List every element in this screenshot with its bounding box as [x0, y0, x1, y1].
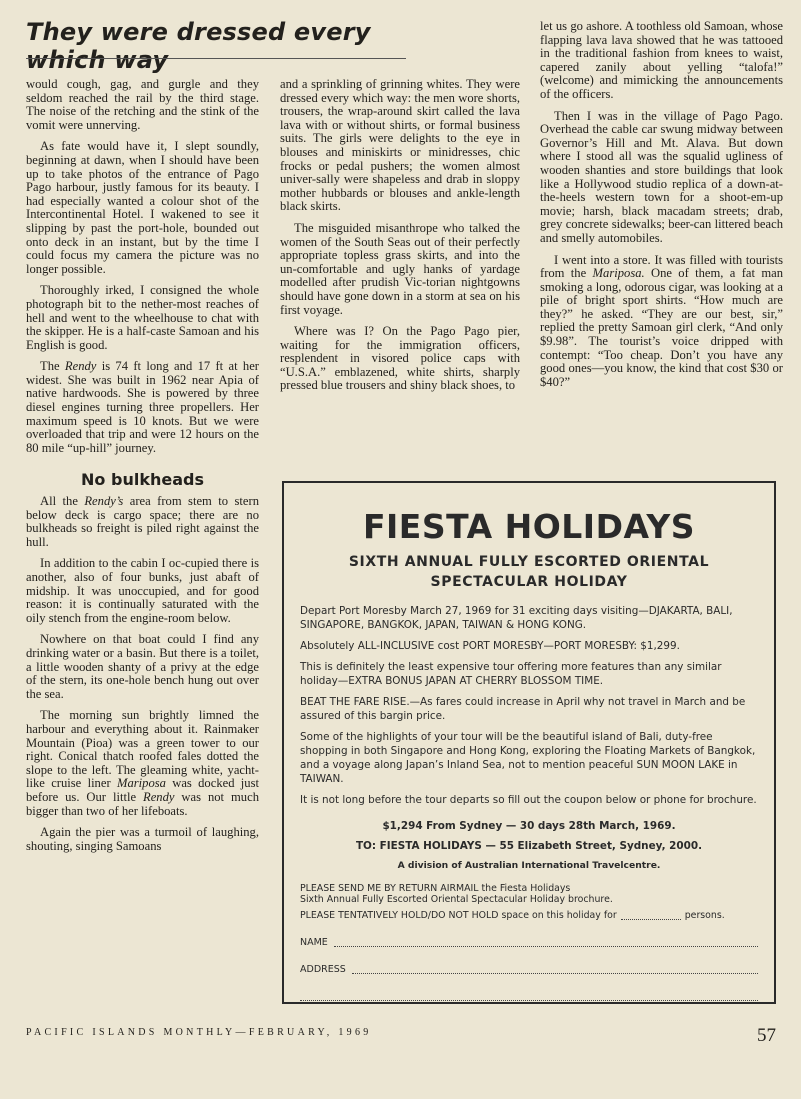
- paragraph: Again the pier was a turmoil of laughing, shouting, singing Samoans: [26, 825, 259, 853]
- coupon-line: PLEASE TENTATIVELY HOLD/DO NOT HOLD space on this holiday for persons.: [300, 910, 725, 921]
- paragraph: The Rendy is 74 ft long and 17 ft at her widest. She was built in 1962 near Apia of native hardwoods. She is powered by three diesel engines turning three propellers. Her maximum speed is 10 knots. But we were overloaded that trip and were 12 hours on the 80 mile “up-hill” journey.: [26, 359, 259, 455]
- coupon: [300, 883, 758, 921]
- paragraph: and a sprinkling of grinning whites. They were dressed every which way: the men wore shorts, trousers, the wrap-around skirt called the lava lava with or without shirts, or formal business suits. The girls were delights to the eye in blouses and miniskirts or minidresses, chic frocks or pedal pushers; the women almost univer-sally were shapeless and drab in sloppy mother hubbards or blouses and ankle-length black skirts.: [280, 77, 520, 214]
- paragraph: In addition to the cabin I oc-cupied there is another, also of four bunks, just abaft of midship. It was unoccupied, and for good reason: it is continually saturated with the oily stench from the engine-room below.: [26, 556, 259, 625]
- address-row: [300, 964, 758, 975]
- name-field[interactable]: [334, 937, 758, 947]
- page-number: 57: [757, 1025, 776, 1046]
- ad-paragraph: Absolutely ALL-INCLUSIVE cost PORT MORESBY—PORT MORESBY: $1,299.: [300, 640, 680, 652]
- ship-name: Mariposa: [116, 776, 166, 791]
- running-footer: PACIFIC ISLANDS MONTHLY—FEBRUARY, 1969: [26, 1027, 372, 1038]
- boat-name: Rendy: [143, 789, 175, 804]
- advertisement-box: [282, 481, 776, 1004]
- ad-paragraph: Some of the highlights of your tour will be the beautiful island of Bali, duty-free shopping in both Singapore and Hong Kong, exploring the Floating Markets of Bangkok, and a voyage along Japan’s Inland Sea, not to mention peaceful SUN MOON LAKE in TAIWAN.: [300, 731, 756, 785]
- ad-price: $1,294 From Sydney — 30 days 28th March, 1969.: [382, 820, 676, 832]
- paragraph: As fate would have it, I slept soundly, beginning at dawn, when I should have been up to take photos of the entrance of Pago Pago harbour, justly famous for its beauty. I had especially wanted a colour shot of the Intercontinental Hotel. I wakened to see it slipping by past the port-hole, bounded out onto deck in an instant, but by the time I could focus my camera the picture was no longer possible.: [26, 139, 259, 276]
- coupon-line: PLEASE SEND ME BY RETURN AIRMAIL the Fiesta Holidays: [300, 883, 571, 894]
- headline: They were dressed every which way: [26, 18, 371, 74]
- name-row: [300, 937, 758, 948]
- ad-paragraph: This is definitely the least expensive tour offering more features than any similar holiday—EXTRA BONUS JAPAN AT CHERRY BLOSSOM TIME.: [300, 661, 722, 687]
- boat-name: Rendy’s: [84, 494, 124, 509]
- name-label: NAME: [300, 937, 328, 948]
- paragraph: Where was I? On the Pago Pago pier, waiting for the immigration officers, resplendent in visored police caps with “U.S.A.” emblazened, white shirts, sharply pressed blue trousers and shiny black shoes, to: [280, 324, 520, 393]
- paragraph: let us go ashore. A toothless old Samoan, whose flapping lava lava showed that he was tattooed in the traditional fashion from knees to waist, capered zanily about yelling “talofa!” (welcome) and mimicking the announcements of the officers.: [540, 19, 783, 101]
- ad-subtitle: SIXTH ANNUAL FULLY ESCORTED ORIENTAL SPECTACULAR HOLIDAY: [348, 554, 710, 590]
- paragraph: I went into a store. It was filled with tourists from the Mariposa. One of them, a fat man smoking a long, odorous cigar, was looking at a pile of bright sport shirts. “How much are they?” he asked. “They are our best, sir,” replied the pretty Samoan girl clerk, “And only $9.98”. The tourist’s voice dripped with contempt: “Too cheap. Don’t you have any good ones—you know, the kind that cost $30 or $40?”: [540, 252, 783, 389]
- ad-paragraph: It is not long before the tour departs so fill out the coupon below or phone for brochure.: [300, 794, 757, 806]
- address-label: ADDRESS: [300, 964, 346, 975]
- paragraph: The misguided misanthrope who talked the women of the South Seas out of their perfectly appropriate topless grass skirts, and into the un-comfortable and ugly hanks of yardage modelled after prudish Vic-torian nightgowns should have gone down in a storm at sea on his first voyage.: [280, 220, 520, 317]
- ship-name: Mariposa.: [592, 266, 645, 281]
- paragraph: Then I was in the village of Pago Pago. Overhead the cable car swung midway between Governor’s Hill and Mt. Alava. But down where I stood all was the squalid ugliness of wooden shanties and store buildings that look like a Hollywood studio replica of a down-at-the-heels western town for a shoot-em-up movie; harsh, black macadam streets; drab, grey concrete sidewalks; beer-can littered beach and smelly automobiles.: [540, 108, 783, 245]
- paragraph: The morning sun brightly limned the harbour and everything about it. Rainmaker Mountain (Pioa) was a green tower to our right. Conical thatch roofed fales dotted the slope to the left. The gleaming white, yacht-like cruise liner Mariposa was docked just before us. Our little Rendy was not much bigger than two of her lifeboats.: [26, 708, 259, 818]
- column-3: [540, 20, 783, 397]
- address-row-2: [300, 991, 758, 1001]
- boat-name: Rendy: [64, 359, 97, 374]
- paragraph: Nowhere on that boat could I find any drinking water or a basin. But there is a toilet, a little wooden shanty of a privy at the edge of the stern, its one-hole bench hung out over the sea.: [26, 632, 259, 701]
- ad-paragraph: Depart Port Moresby March 27, 1969 for 31 exciting days visiting—DJAKARTA, BALI, SINGAPORE, BANGKOK, JAPAN, TAIWAN & HONG KONG.: [300, 605, 733, 631]
- ad-division: A division of Australian International Travelcentre.: [397, 860, 661, 871]
- ad-paragraph: BEAT THE FARE RISE.—As fares could increase in April why not travel in March and be assured of this bargin price.: [300, 696, 746, 722]
- column-1: [26, 78, 259, 861]
- address-field-2[interactable]: [300, 991, 758, 1001]
- address-field[interactable]: [352, 964, 758, 974]
- persons-field[interactable]: [621, 910, 681, 920]
- paragraph: All the Rendy’s area from stem to stern below deck is cargo space; there are no bulkheads so freight is piled right against the hull.: [26, 494, 259, 549]
- coupon-line: Sixth Annual Fully Escorted Oriental Spectacular Holiday brochure.: [300, 894, 613, 905]
- paragraph: Thoroughly irked, I consigned the whole photograph bit to the nether-most reaches of hell and went to the wheelhouse to chat with the skipper. He is a half-caste Samoan and his English is good.: [26, 283, 259, 352]
- ad-title: FIESTA HOLIDAYS: [362, 507, 696, 546]
- ad-address: TO: FIESTA HOLIDAYS — 55 Elizabeth Street, Sydney, 2000.: [355, 840, 703, 852]
- headline-rule: [26, 58, 406, 59]
- subheading: No bulkheads: [81, 470, 204, 490]
- paragraph: would cough, gag, and gurgle and they seldom reached the rail by the third stage. The noise of the retching and the stink of the vomit were unnerving.: [26, 77, 259, 132]
- column-2: [280, 78, 520, 401]
